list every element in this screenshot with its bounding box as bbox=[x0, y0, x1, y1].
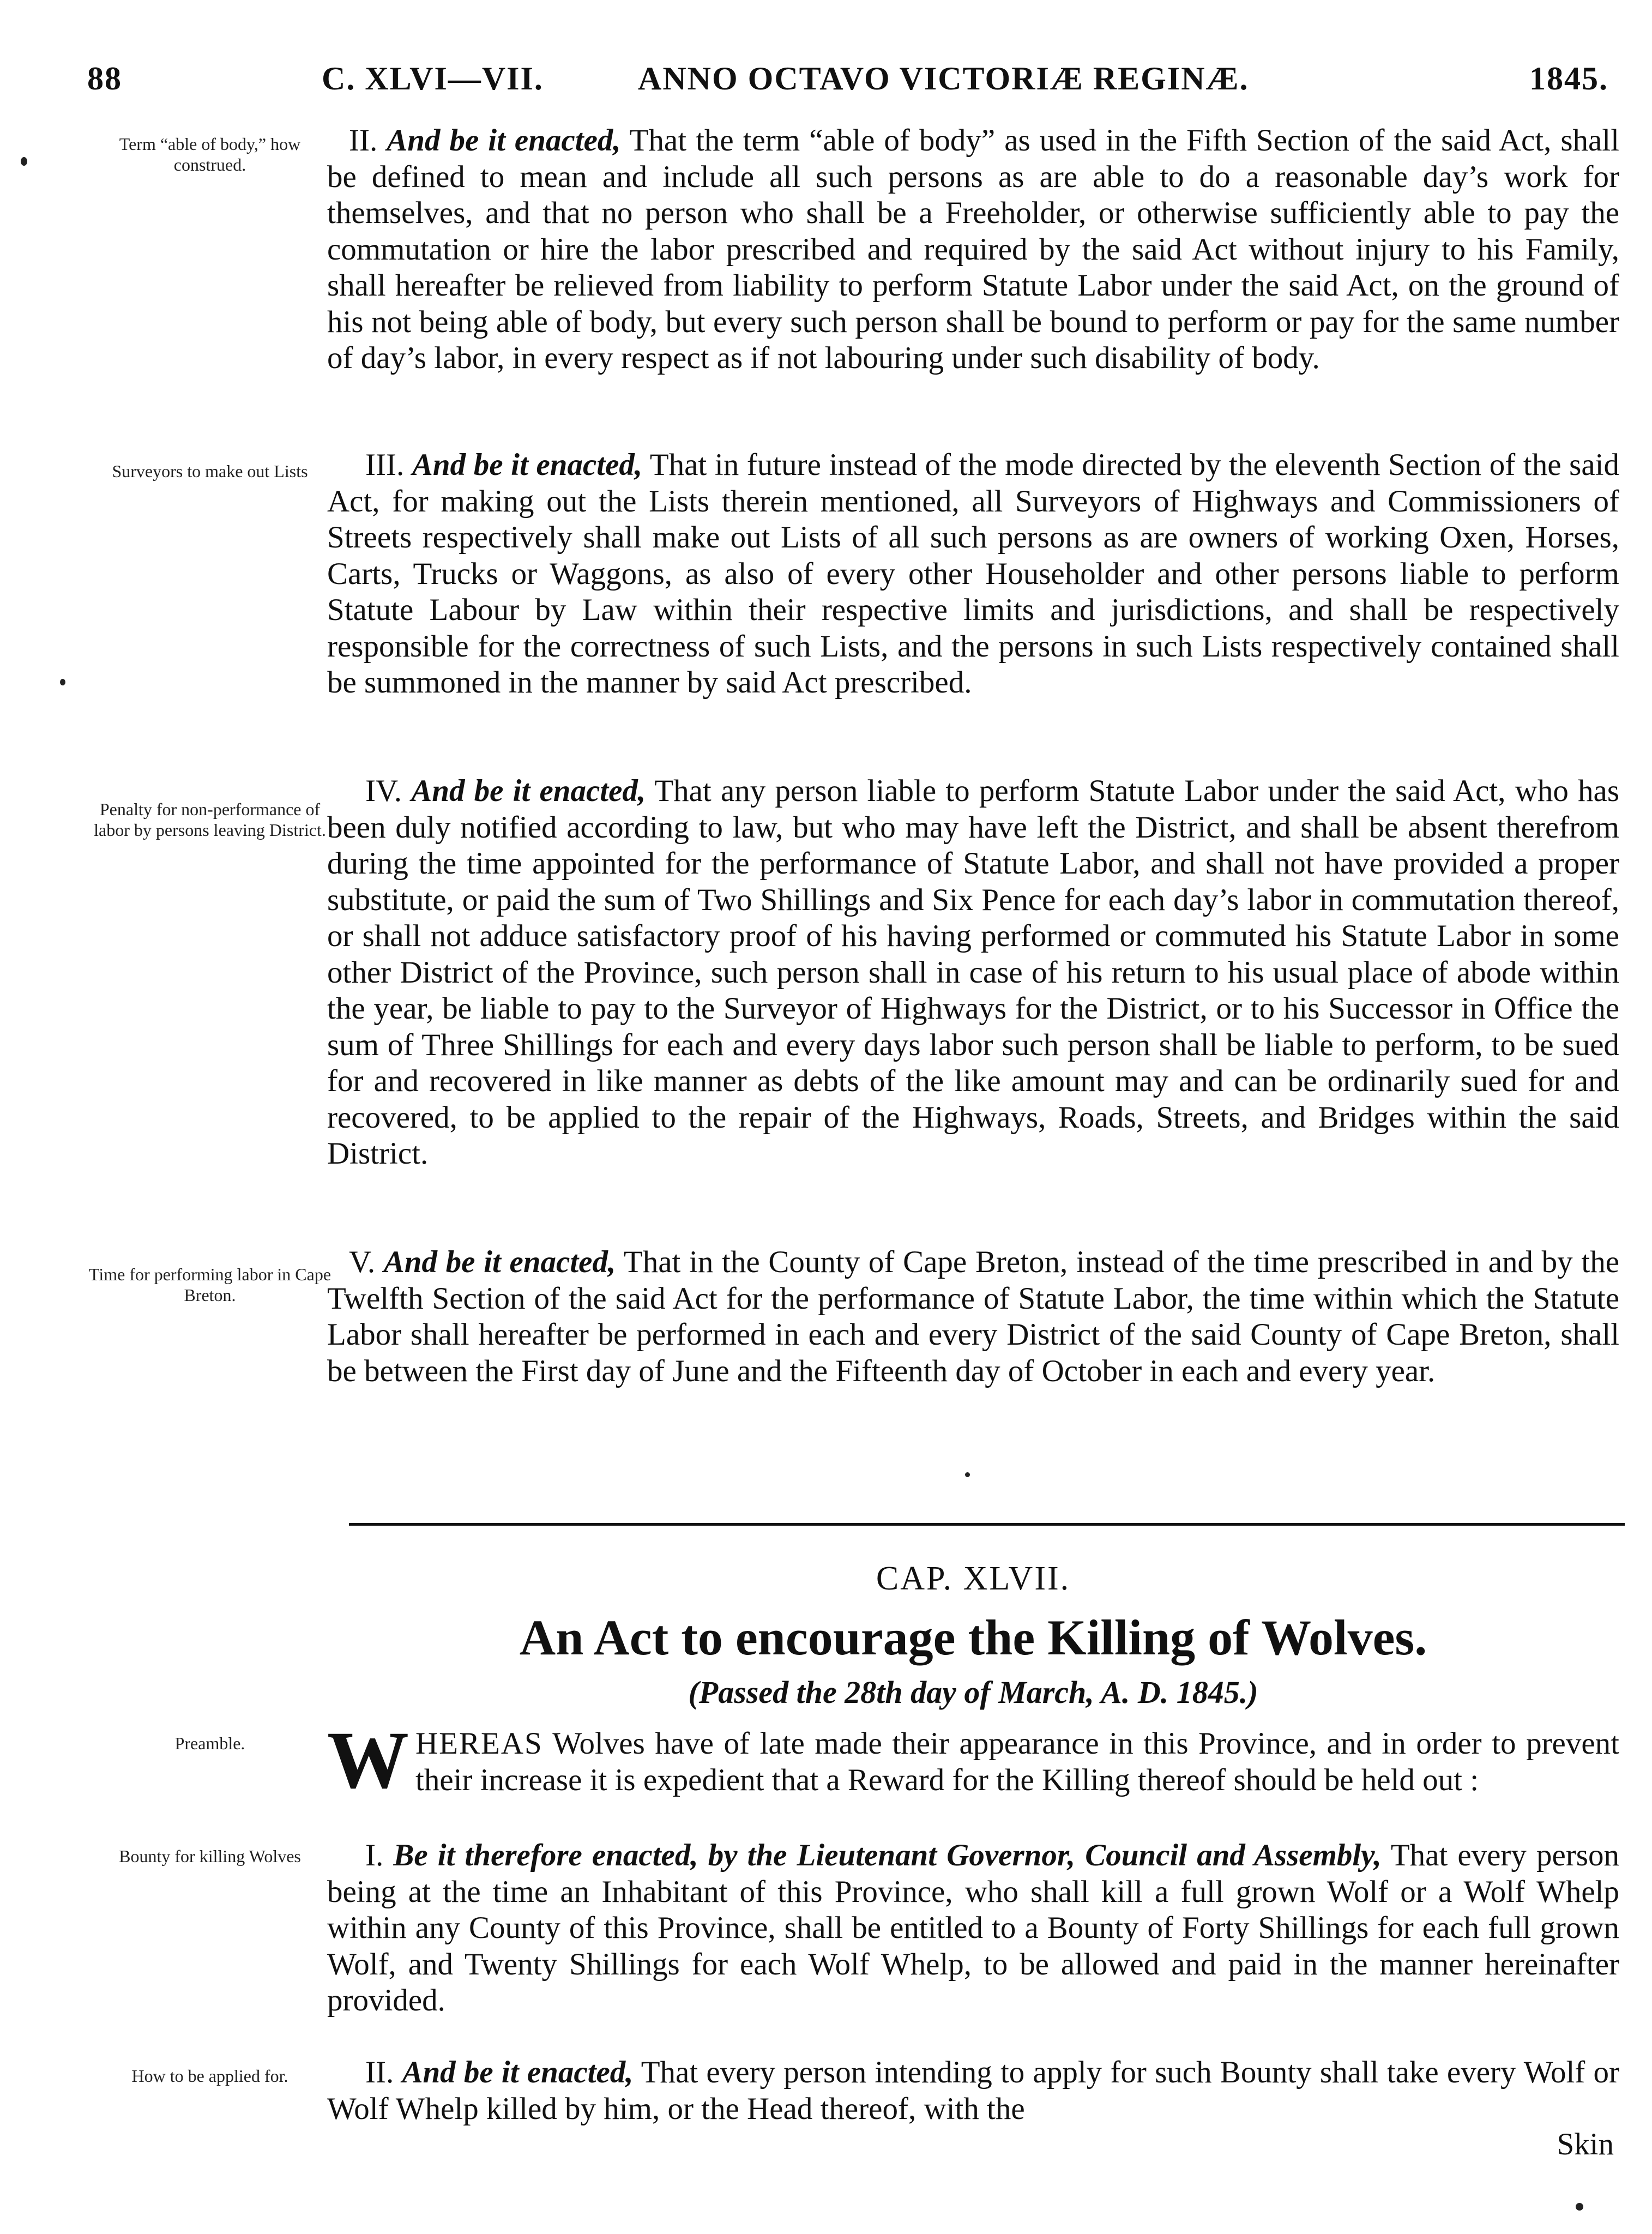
enacting-clause: And be it enacted, bbox=[412, 448, 643, 482]
side-note-how-applied: How to be applied for. bbox=[131, 2066, 288, 2086]
running-header bbox=[87, 60, 1608, 109]
side-note-section-5: Time for performing labor in Cape Breton. bbox=[88, 1264, 331, 1305]
section-text: That the term “able of body” as used in the Fifth Section of the said Act, shall be defined to mean and include all such persons as are able to do a reasonable day’s work for themselves, and that no person who shall be a Freeholder, or otherwise sufficiently able to pay the commutation or hire the labor prescribed and required by the said Act without injury to his Family, shall hereafter be relieved from liability to perform Statute Labor under the said Act, on the ground of his not being able of body, but every such person shall be bound to perform or pay for the same number of day’s labor, in every respect as if not labouring under such disability of body. bbox=[327, 123, 1619, 375]
enacting-clause: And be it enacted, bbox=[387, 123, 621, 158]
enacting-clause: And be it enacted, bbox=[411, 774, 646, 808]
section-number: III. bbox=[365, 448, 405, 482]
print-speck bbox=[60, 679, 65, 685]
print-speck bbox=[1576, 2203, 1583, 2211]
section-5-paragraph bbox=[327, 1244, 1619, 1389]
cap47-section-2-paragraph bbox=[327, 2055, 1619, 2127]
section-number: II. bbox=[365, 2055, 394, 2090]
header-year: 1845. bbox=[1529, 61, 1608, 97]
enacting-clause: Be it therefore enacted, by the Lieutenant Governor, Council and Assembly, bbox=[393, 1838, 1382, 1872]
print-speck bbox=[965, 1472, 970, 1477]
section-number: II. bbox=[349, 123, 378, 158]
section-text: That any person liable to perform Statute Labor under the said Act, who has been duly notified according to law, but who may have left the District, and shall be absent therefrom during the time appointed for the performance of Statute Labor, and shall not have provided a proper substitute, or paid the sum of Two Shillings and Six Pence for each day’s labor in commutation thereof, or shall not adduce satisfactory proof of his having performed or commuted his Statute Labor in some other District of the Province, such person shall in case of his return to his usual place of abode within the year, be liable to pay to the Surveyor of Highways for the District, or to his Successor in Office the sum of Three Shillings for each and every days labor such person shall be liable to perform, to be sued for and recovered in like manner as debts of the like amount may and can be ordinarily sued for and recovered, to be applied to the repair of the Highways, Roads, Streets, and Bridges within the said District. bbox=[327, 774, 1620, 1171]
preamble-paragraph bbox=[327, 1715, 1619, 1805]
side-note-preamble: Preamble. bbox=[174, 1733, 245, 1753]
side-note-section-4: Penalty for non-performance of labor by persons leaving District. bbox=[94, 799, 326, 840]
side-note-bounty: Bounty for killing Wolves bbox=[119, 1846, 301, 1866]
page-number: 88 bbox=[87, 61, 122, 97]
chapter-divider bbox=[349, 1523, 1625, 1526]
preamble-first-word: HEREAS bbox=[415, 1726, 543, 1761]
cap-number: CAP. XLVII. bbox=[876, 1560, 1071, 1597]
chapter-reference: C. XLVI—VII. bbox=[322, 61, 544, 97]
drop-cap: W bbox=[327, 1715, 409, 1805]
section-4-paragraph bbox=[327, 773, 1619, 1172]
catchword: Skin bbox=[1557, 2127, 1614, 2161]
section-text: That in future instead of the mode directed by the eleventh Section of the said Act, for making out the Lists therein mentioned, all Surveyors of Highways and Commissioners of Streets respectively shall make out Lists of all such persons as are owners of working Oxen, Horses, Carts, Trucks or Waggons, as also of every other Householder and other persons liable to perform Statute Labour by Law within their respective limits and jurisdictions, and shall be respectively responsible for the correctness of such Lists, and the persons in such Lists respectively contained shall be summoned in the manner by said Act prescribed. bbox=[327, 448, 1619, 700]
running-title: ANNO OCTAVO VICTORIÆ REGINÆ. bbox=[638, 61, 1249, 97]
section-2-paragraph bbox=[327, 123, 1619, 377]
preamble-text: Wolves have of late made their appearance in this Province, and in order to prevent their increase it is expedient that a Reward for the Killing thereof should be held out : bbox=[415, 1726, 1619, 1797]
print-speck bbox=[21, 157, 27, 166]
enacting-clause: And be it enacted, bbox=[383, 1245, 616, 1279]
section-text: That in the County of Cape Breton, instead of the time prescribed in and by the Twelfth Section of the said Act for the performance of Statute Labor, the time within which the Statute Labor shall hereafter be performed in each and every District of the said County of Cape Breton, shall be between the First day of June and the Fifteenth day of October in each and every year. bbox=[327, 1245, 1619, 1388]
section-number: I. bbox=[365, 1838, 384, 1872]
section-text: That every person intending to apply for such Bounty shall take every Wolf or Wolf Whelp killed by him, or the Head thereof, with the bbox=[327, 2055, 1619, 2126]
section-3-paragraph bbox=[327, 447, 1619, 701]
side-note-section-2: Term “able of body,” how construed. bbox=[119, 134, 301, 174]
side-note-section-3: Surveyors to make out Lists bbox=[112, 461, 308, 481]
cap47-section-1-paragraph bbox=[327, 1838, 1619, 2019]
section-text: That every person being at the time an Inhabitant of this Province, who shall kill a full grown Wolf or a Wolf Whelp within any County of this Province, shall be entitled to a Bounty of Forty Shillings for each full grown Wolf, and Twenty Shillings for each Wolf Whelp, to be allowed and paid in the manner hereinafter provided. bbox=[327, 1838, 1619, 2018]
section-number: V. bbox=[349, 1245, 376, 1279]
section-number: IV. bbox=[365, 774, 402, 808]
enacting-clause: And be it enacted, bbox=[402, 2055, 634, 2090]
passed-date: (Passed the 28th day of March, A. D. 1845.) bbox=[688, 1675, 1258, 1710]
act-title: An Act to encourage the Killing of Wolves. bbox=[519, 1610, 1427, 1665]
